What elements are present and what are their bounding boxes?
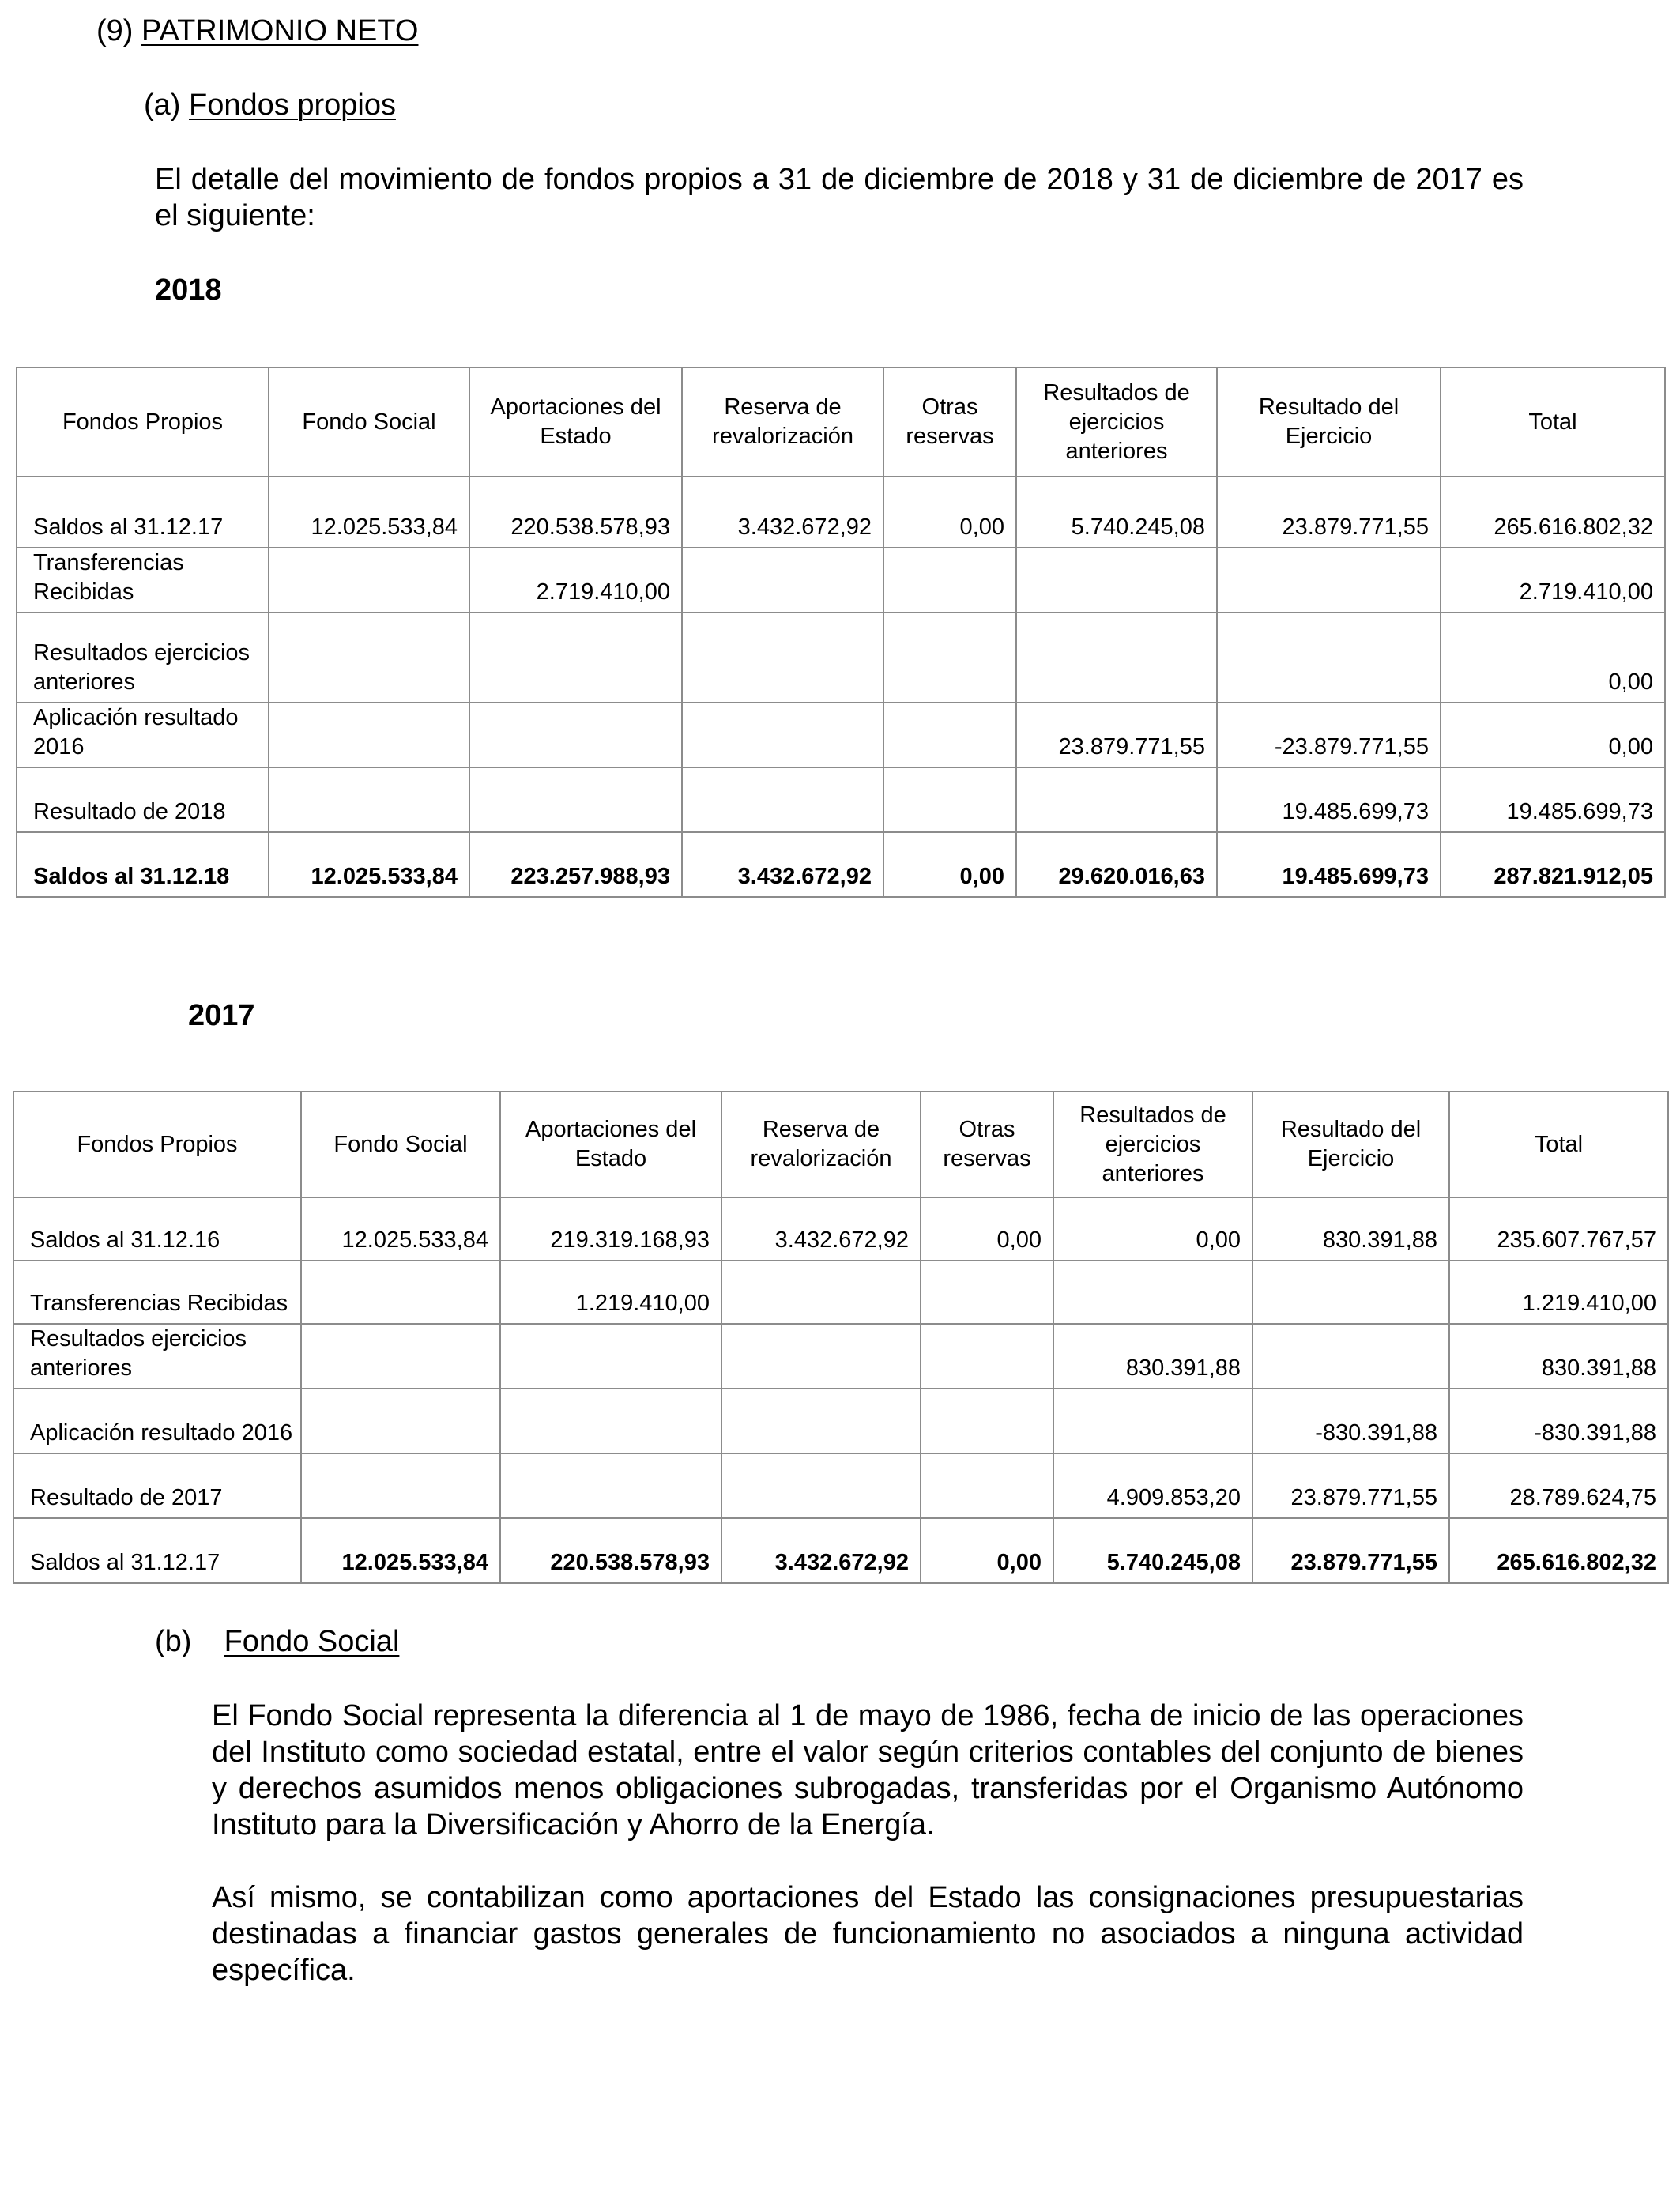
table-cell: [921, 1453, 1053, 1518]
column-header: Aportaciones del Estado: [469, 368, 682, 477]
row-label: Resultados ejercicios anteriores: [13, 1324, 301, 1389]
table-cell: 5.740.245,08: [1016, 477, 1217, 548]
table-cell: [269, 548, 469, 613]
column-header: Fondo Social: [269, 368, 469, 477]
table-cell: [721, 1324, 921, 1389]
table-cell: [1016, 613, 1217, 703]
table-cell: [469, 767, 682, 832]
aportaciones-paragraph: Así mismo, se contabilizan como aportaciones del Estado las consignaciones presupuestarias destinadas a financiar gastos generales de funcionamiento no asociados a ninguna actividad específica.: [212, 1881, 1524, 1987]
column-header: Fondo Social: [301, 1091, 500, 1197]
table-cell: [921, 1261, 1053, 1324]
table-cell: [883, 548, 1016, 613]
row-label: Saldos al 31.12.16: [13, 1197, 301, 1261]
table-cell: [1016, 767, 1217, 832]
table-cell: 0,00: [1441, 613, 1665, 703]
table-cell: [301, 1261, 500, 1324]
table-row: [13, 1261, 1668, 1324]
table-cell: [721, 1389, 921, 1453]
fondo-social-paragraph: El Fondo Social representa la diferencia al 1 de mayo de 1986, fecha de inicio de las operaciones del Instituto como sociedad estatal, entre el valor según criterios contables del conjunto de bienes y derechos asumidos menos obligaciones subrogadas, transferidas por el Organismo Autónomo Instituto para la Diversificación y Ahorro de la Energía.: [212, 1699, 1524, 1842]
section-title: PATRIMONIO NETO: [141, 14, 419, 47]
table-cell: 19.485.699,73: [1217, 832, 1441, 897]
table-cell: [500, 1453, 721, 1518]
row-label: Resultado de 2018: [17, 767, 269, 832]
row-label: Saldos al 31.12.18: [17, 832, 269, 897]
table-cell: 29.620.016,63: [1016, 832, 1217, 897]
table-cell: 19.485.699,73: [1441, 767, 1665, 832]
intro-paragraph: El detalle del movimiento de fondos propios a 31 de diciembre de 2018 y 31 de diciembre de 2017 es el siguiente:: [155, 163, 1524, 232]
column-header: Total: [1449, 1091, 1668, 1197]
year-label-2017: 2017: [188, 999, 255, 1032]
table-cell: [301, 1389, 500, 1453]
table-header-row: [17, 368, 1665, 477]
table-row: [13, 1389, 1668, 1453]
table-cell: 223.257.988,93: [469, 832, 682, 897]
table-row: [13, 1453, 1668, 1518]
table-cell: 830.391,88: [1053, 1324, 1252, 1389]
table-cell: 3.432.672,92: [682, 832, 883, 897]
table-cell: [269, 767, 469, 832]
column-header: Resultado del Ejercicio: [1252, 1091, 1449, 1197]
table-cell: [682, 548, 883, 613]
table-cell: 0,00: [1441, 703, 1665, 767]
table-cell: [269, 613, 469, 703]
equity-table-2018: [16, 367, 1666, 898]
column-header: Fondos Propios: [17, 368, 269, 477]
table-cell: 0,00: [1053, 1197, 1252, 1261]
column-header: Resultados de ejercicios anteriores: [1016, 368, 1217, 477]
table-cell: 3.432.672,92: [682, 477, 883, 548]
table-cell: 23.879.771,55: [1217, 477, 1441, 548]
table-cell: 23.879.771,55: [1252, 1518, 1449, 1583]
table-cell: 1.219.410,00: [1449, 1261, 1668, 1324]
table-cell: 0,00: [883, 832, 1016, 897]
subsection-heading-b: [155, 1623, 399, 1660]
row-label: Saldos al 31.12.17: [13, 1518, 301, 1583]
table-cell: [721, 1261, 921, 1324]
table-cell: -830.391,88: [1449, 1389, 1668, 1453]
column-header: Otras reservas: [921, 1091, 1053, 1197]
column-header: Reserva de revalorización: [682, 368, 883, 477]
section-number: (9): [96, 14, 134, 47]
table-cell: 23.879.771,55: [1252, 1453, 1449, 1518]
table-cell: 265.616.802,32: [1441, 477, 1665, 548]
column-header: Reserva de revalorización: [721, 1091, 921, 1197]
table-cell: [301, 1453, 500, 1518]
section-heading: [96, 13, 418, 49]
table-cell: 0,00: [921, 1518, 1053, 1583]
subsection-number: (a): [144, 89, 181, 122]
table-cell: 4.909.853,20: [1053, 1453, 1252, 1518]
subsection-number: (b): [155, 1625, 192, 1658]
table-cell: 1.219.410,00: [500, 1261, 721, 1324]
table-cell: [682, 613, 883, 703]
table-cell: -23.879.771,55: [1217, 703, 1441, 767]
table-cell: 28.789.624,75: [1449, 1453, 1668, 1518]
table-row: [17, 477, 1665, 548]
table-cell: [1217, 613, 1441, 703]
row-label: Transferencias Recibidas: [17, 548, 269, 613]
table-cell: [1016, 548, 1217, 613]
table-cell: [682, 703, 883, 767]
table-cell: -830.391,88: [1252, 1389, 1449, 1453]
table-cell: [921, 1324, 1053, 1389]
table-cell: [1053, 1261, 1252, 1324]
table-cell: [500, 1389, 721, 1453]
table-cell: [469, 703, 682, 767]
table-cell: [682, 767, 883, 832]
subsection-title: Fondos propios: [189, 89, 396, 122]
table-cell: 265.616.802,32: [1449, 1518, 1668, 1583]
row-label: Aplicación resultado 2016: [17, 703, 269, 767]
subsection-heading-a: [144, 87, 396, 123]
table-cell: [1217, 548, 1441, 613]
table-cell: [500, 1324, 721, 1389]
table-cell: [301, 1324, 500, 1389]
table-cell: 12.025.533,84: [301, 1197, 500, 1261]
table-row: [17, 548, 1665, 613]
table-cell: [883, 767, 1016, 832]
table-cell: 23.879.771,55: [1016, 703, 1217, 767]
column-header: Total: [1441, 368, 1665, 477]
table-header-row: [13, 1091, 1668, 1197]
table-cell: 220.538.578,93: [500, 1518, 721, 1583]
equity-table-2017: [13, 1091, 1669, 1584]
table-cell: 3.432.672,92: [721, 1197, 921, 1261]
row-label: Resultado de 2017: [13, 1453, 301, 1518]
column-header: Otras reservas: [883, 368, 1016, 477]
table-cell: 287.821.912,05: [1441, 832, 1665, 897]
table-cell: [1053, 1389, 1252, 1453]
column-header: Fondos Propios: [13, 1091, 301, 1197]
subsection-title: Fondo Social: [224, 1625, 400, 1658]
table-cell: 12.025.533,84: [269, 832, 469, 897]
table-cell: [883, 703, 1016, 767]
table-cell: [1252, 1324, 1449, 1389]
table-row: [13, 1324, 1668, 1389]
table-cell: 0,00: [883, 477, 1016, 548]
table-cell: 2.719.410,00: [469, 548, 682, 613]
table-cell: 220.538.578,93: [469, 477, 682, 548]
table-cell: [1252, 1261, 1449, 1324]
table-cell: 0,00: [921, 1197, 1053, 1261]
year-label-2018: 2018: [155, 273, 222, 307]
table-cell: 830.391,88: [1449, 1324, 1668, 1389]
table-cell: [883, 613, 1016, 703]
table-cell: 2.719.410,00: [1441, 548, 1665, 613]
row-label: Resultados ejercicios anteriores: [17, 613, 269, 703]
column-header: Aportaciones del Estado: [500, 1091, 721, 1197]
table-cell: 219.319.168,93: [500, 1197, 721, 1261]
table-row: [17, 767, 1665, 832]
table-cell: 12.025.533,84: [269, 477, 469, 548]
row-label: Aplicación resultado 2016: [13, 1389, 301, 1453]
table-row: [13, 1197, 1668, 1261]
table-cell: 3.432.672,92: [721, 1518, 921, 1583]
table-cell: 5.740.245,08: [1053, 1518, 1252, 1583]
table-cell: 235.607.767,57: [1449, 1197, 1668, 1261]
total-row: [13, 1518, 1668, 1583]
table-cell: [269, 703, 469, 767]
table-row: [17, 703, 1665, 767]
table-cell: 12.025.533,84: [301, 1518, 500, 1583]
table-cell: 830.391,88: [1252, 1197, 1449, 1261]
row-label: Transferencias Recibidas: [13, 1261, 301, 1324]
table-cell: [921, 1389, 1053, 1453]
row-label: Saldos al 31.12.17: [17, 477, 269, 548]
column-header: Resultados de ejercicios anteriores: [1053, 1091, 1252, 1197]
table-cell: [469, 613, 682, 703]
column-header: Resultado del Ejercicio: [1217, 368, 1441, 477]
total-row: [17, 832, 1665, 897]
table-cell: 19.485.699,73: [1217, 767, 1441, 832]
table-row: [17, 613, 1665, 703]
table-cell: [721, 1453, 921, 1518]
